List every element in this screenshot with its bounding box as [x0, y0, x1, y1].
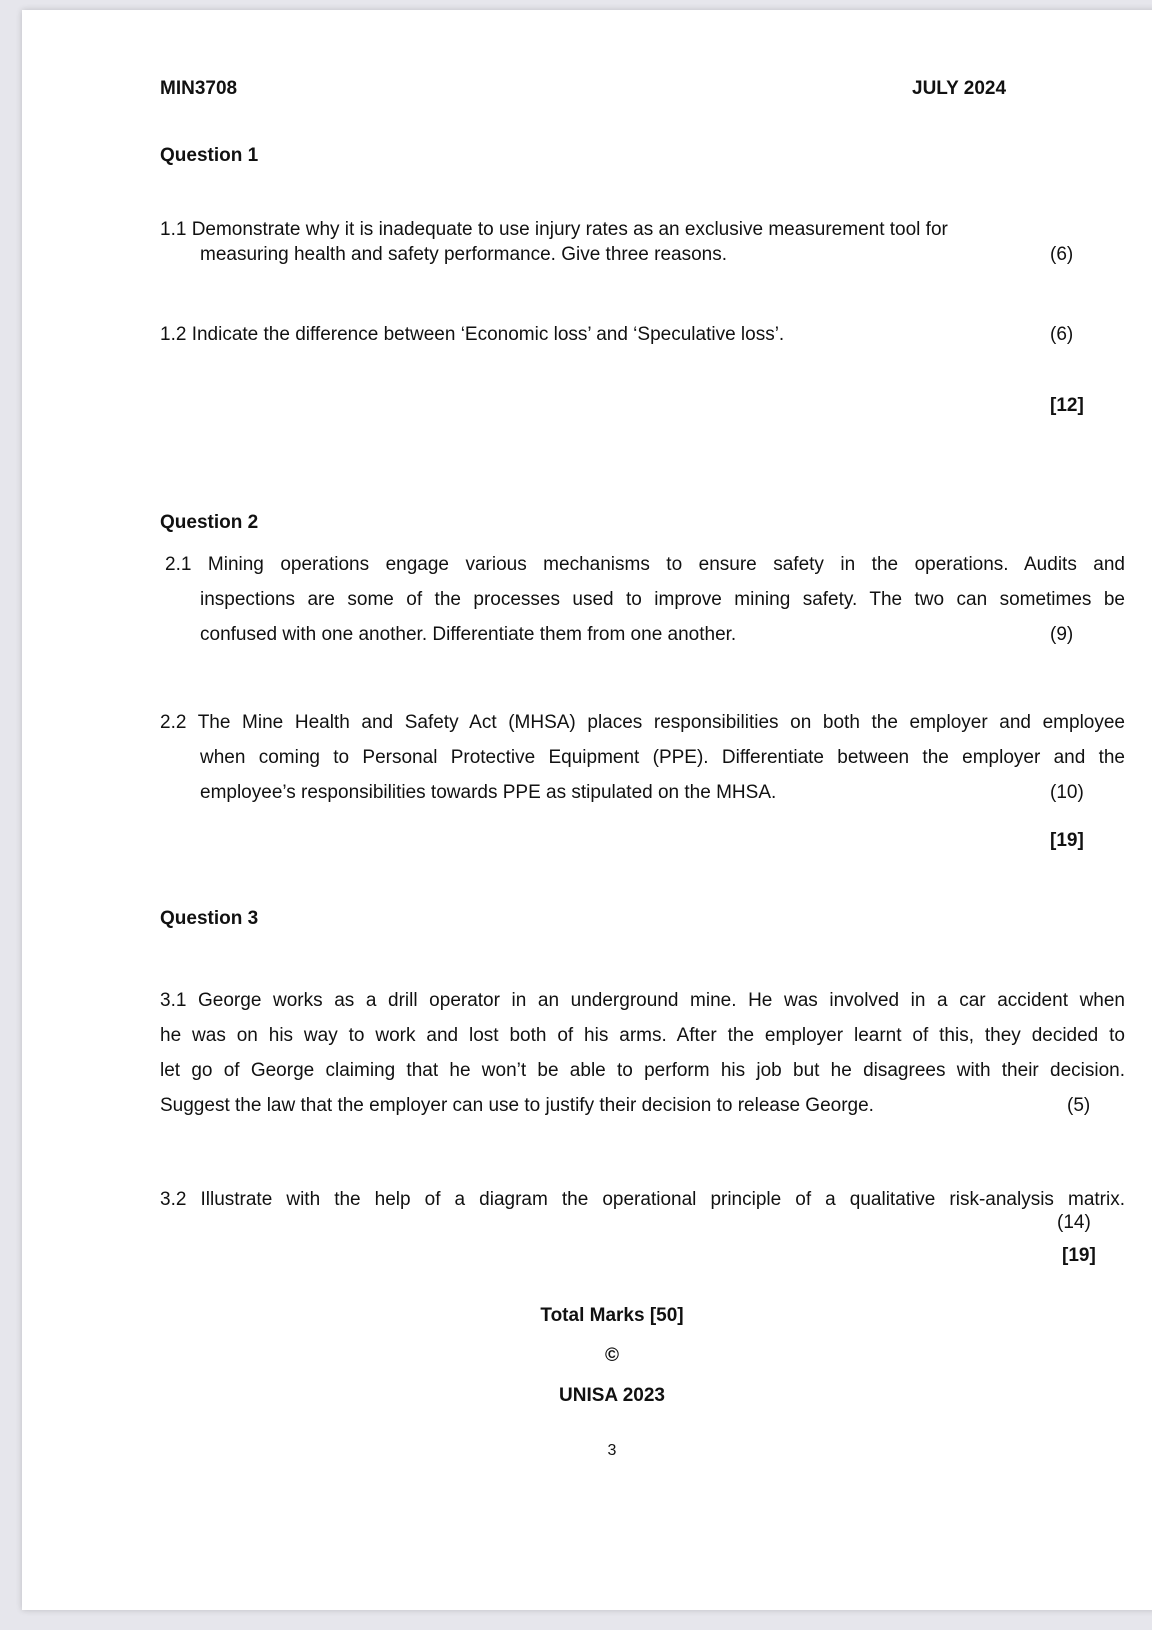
exam-page	[22, 10, 1152, 1610]
q2-2-line2: when coming to Personal Protective Equipment (PPE). Differentiate between the employer and the	[200, 747, 1125, 768]
total-marks: Total Marks [50]	[540, 1305, 684, 1326]
q3-2-line1: 3.2 Illustrate with the help of a diagram the operational principle of a qualitative risk-analysis matrix.	[160, 1189, 1125, 1210]
q3-1-line1: 3.1 George works as a drill operator in an underground mine. He was involved in a car accident when	[160, 990, 1125, 1011]
question-1-total: [12]	[1050, 395, 1084, 416]
q2-1-line3: confused with one another. Differentiate them from one another.	[200, 624, 737, 645]
q1-2-mark: (6)	[1050, 324, 1074, 345]
q1-1-line1: 1.1 Demonstrate why it is inadequate to use injury rates as an exclusive measurement tool for	[160, 219, 948, 240]
copyright-symbol: ©	[605, 1345, 619, 1366]
exam-date: JULY 2024	[912, 78, 1007, 99]
q1-1-mark: (6)	[1050, 244, 1074, 265]
q3-1-line4: Suggest the law that the employer can use to justify their decision to release George.	[160, 1095, 874, 1116]
copyright-holder: UNISA 2023	[559, 1385, 665, 1406]
question-2-total: [19]	[1050, 830, 1084, 851]
q3-1-mark: (5)	[1067, 1095, 1091, 1116]
q3-1-line2: he was on his way to work and lost both of his arms. After the employer learnt of this, they decided to	[160, 1025, 1125, 1046]
page-number: 3	[607, 1442, 617, 1459]
question-2-title: Question 2	[160, 512, 259, 533]
q3-1-line3: let go of George claiming that he won’t be able to perform his job but he disagrees with their decision.	[160, 1060, 1125, 1081]
question-3-total: [19]	[1062, 1245, 1096, 1266]
q2-2-line3: employee’s responsibilities towards PPE as stipulated on the MHSA.	[200, 782, 777, 803]
q2-1-mark: (9)	[1050, 624, 1074, 645]
q1-2-line1: 1.2 Indicate the difference between ‘Economic loss’ and ‘Speculative loss’.	[160, 324, 785, 345]
q2-2-line1: 2.2 The Mine Health and Safety Act (MHSA) places responsibilities on both the employer and employee	[160, 712, 1125, 733]
q1-1-line2: measuring health and safety performance. Give three reasons.	[200, 244, 728, 265]
q2-1-line2: inspections are some of the processes used to improve mining safety. The two can sometimes be	[200, 589, 1125, 610]
course-code: MIN3708	[160, 78, 238, 99]
q2-1-line1: 2.1 Mining operations engage various mechanisms to ensure safety in the operations. Audits and	[165, 554, 1125, 575]
q3-2-mark: (14)	[1057, 1212, 1091, 1233]
q2-2-mark: (10)	[1050, 782, 1084, 803]
question-3-title: Question 3	[160, 908, 259, 929]
question-1-title: Question 1	[160, 145, 259, 166]
